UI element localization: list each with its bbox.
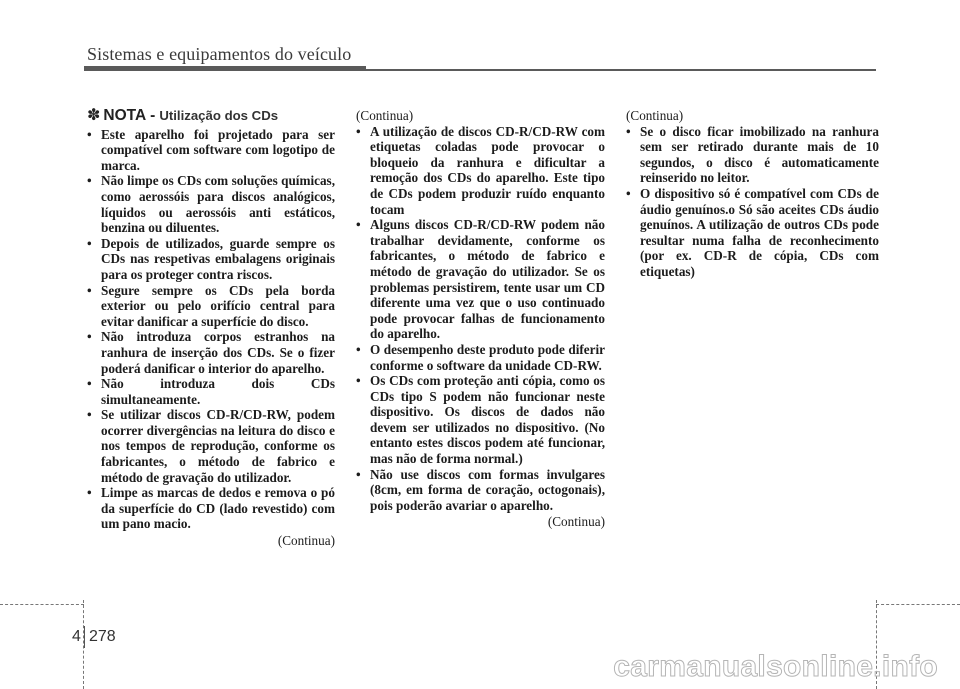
continued-label: (Continua) <box>356 108 414 123</box>
crop-mark <box>876 604 960 605</box>
note-separator: - <box>150 107 156 124</box>
page-header-title: Sistemas e equipamentos do veículo <box>87 44 352 64</box>
list-item: • Se o disco ficar imobilizado na ranhura sem ser retirado durante mais de 10 segundos, o disco é automaticamente reinserido no leitor. <box>626 124 879 186</box>
header-rule-thick <box>84 66 366 71</box>
note-heading <box>87 108 335 124</box>
list-item: • Não introduza dois CDs simultaneamente. <box>87 376 335 407</box>
list-item: • Alguns discos CD-R/CD-RW podem não trabalhar devidamente, conforme os fabricantes, o método de fabrico e método de gravação do utilizador. Se os problemas persistirem, tente usar um CD diferente uma vez que o uso continuado pode provocar falhas de funcionamento do aparelho. <box>356 217 605 342</box>
column-1 <box>87 108 335 549</box>
list-item: • Se utilizar discos CD-R/CD-RW, podem ocorrer divergências na leitura do disco e nos tempos de reprodução, conforme os fabricantes, o método de fabrico e método de gravação do utilizador. <box>87 407 335 485</box>
crop-mark <box>0 604 84 605</box>
list-item: • O desempenho deste produto pode diferir conforme o software da unidade CD-RW. <box>356 342 605 373</box>
bullet-list <box>87 127 335 532</box>
bullet-list <box>356 124 605 514</box>
list-item: • Os CDs com proteção anti cópia, como os CDs tipo S podem não funcionar neste dispositivo. Os discos de dados não devem ser utilizados no dispositivo. (No entanto estes discos podem até funcionar, mas não de forma normal.) <box>356 373 605 467</box>
footer-divider <box>84 626 85 648</box>
list-item: • Não introduza corpos estranhos na ranhura de inserção dos CDs. Se o fizer poderá danificar o interior do aparelho. <box>87 329 335 376</box>
list-item: • O dispositivo só é compatível com CDs de áudio genuínos.o Só são aceites CDs áudio genuínos. A utilização de outros CDs pode resultar numa falha de reconhecimento (por ex. CD-R de cópia, CDs com etiquetas) <box>626 186 879 280</box>
continued-label: (Continua) <box>626 108 684 123</box>
watermark: carmanualsonline.info <box>613 650 938 683</box>
note-subtitle: Utilização dos CDs <box>159 108 279 123</box>
chapter-number: 4 <box>72 628 81 645</box>
list-item: • Não limpe os CDs com soluções químicas, como aerossóis para discos analógicos, líquidos ou aerossóis anti estáticos, benzina ou diluentes. <box>87 173 335 235</box>
asterisk-icon: ✽ <box>87 107 101 124</box>
list-item: • Não use discos com formas invulgares (8cm, em forma de coração, octogonais), pois poderão avariar o aparelho. <box>356 467 605 514</box>
page-number: 278 <box>89 628 116 645</box>
list-item: • Depois de utilizados, guarde sempre os CDs nas respetivas embalagens originais para os proteger contra riscos. <box>87 236 335 283</box>
continued-label: (Continua) <box>547 514 605 530</box>
continued-label: (Continua) <box>277 533 335 549</box>
list-item: • Segure sempre os CDs pela borda exterior ou pelo orifício central para evitar danificar a superfície do disco. <box>87 283 335 330</box>
column-2 <box>356 108 605 530</box>
list-item: • Limpe as marcas de dedos e remova o pó da superfície do CD (lado revestido) com um pano macio. <box>87 485 335 532</box>
column-3 <box>626 108 879 280</box>
list-item: • Este aparelho foi projetado para ser compatível com software com logotipo de marca. <box>87 127 335 174</box>
note-label: NOTA <box>103 107 147 124</box>
list-item: • A utilização de discos CD-R/CD-RW com etiquetas coladas pode provocar o bloqueio da ranhura e dificultar a remoção dos CDs do aparelho. Este tipo de CDs podem produzir ruído enquanto tocam <box>356 124 605 218</box>
header-rule-thin <box>366 69 876 71</box>
bullet-list <box>626 124 879 280</box>
